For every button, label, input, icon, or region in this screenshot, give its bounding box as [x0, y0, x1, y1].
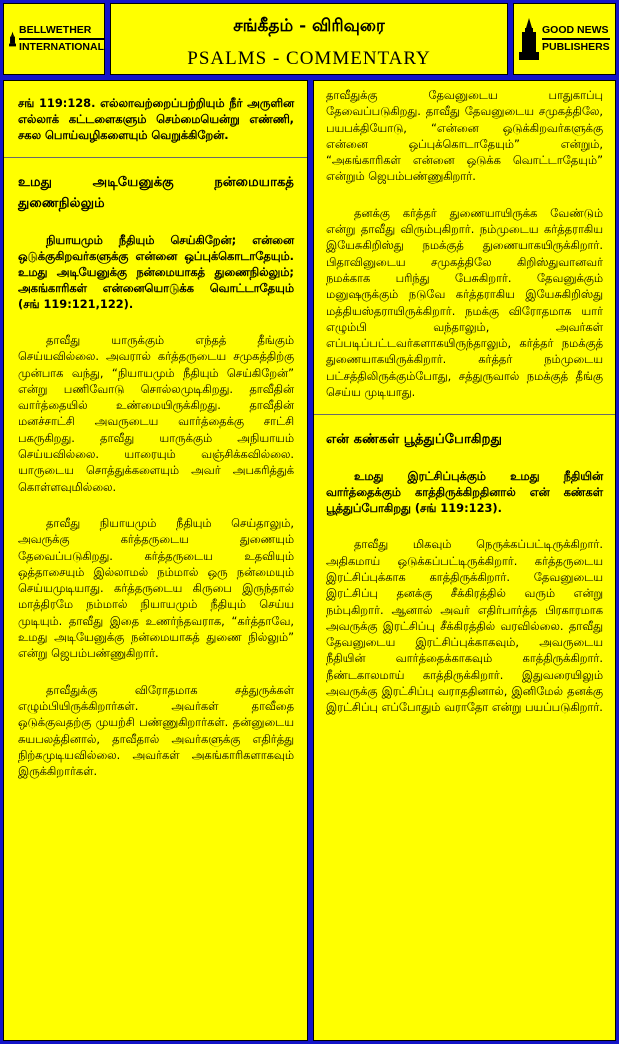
title-english: PSALMS - COMMENTARY	[187, 48, 431, 69]
paragraph: தாவீது நியாயமும் நீதியும் செய்தாலும், அவருக்கு கர்த்தருடைய துணையும் தேவைப்படுகிறது. கர்த்தருடைய உதவியும் ஒத்தாசையும் இல்லாமல் நம்மால் ஒரு நன்மையும் செய்யமுடியாது. கர்த்தருடைய கிருபை இருந்தால் மாத்திரமே நம்மால் நியாயமும் நீதியும் செய்ய முடியும். தாவீது இதை உணர்ந்தவராக, “கர்த்தாவே, உமது அடியேனுக்கு நன்மையாகத் துணை நில்லும்” என்று ஜெபம்பண்ணுகிறார்.	[18, 515, 294, 661]
bellwether-mark-icon	[9, 18, 16, 60]
left-logo-line2: INTERNATIONAL	[19, 41, 104, 53]
right-column	[313, 80, 616, 1041]
right-logo-line1: GOOD NEWS	[542, 23, 610, 40]
left-logo-line1: BELLWETHER	[19, 23, 104, 40]
divider	[4, 157, 307, 158]
section-heading: உமது அடியேனுக்கு நன்மையாகத் துணைநில்லும்	[18, 175, 294, 211]
divider	[314, 414, 615, 415]
title-banner	[110, 3, 508, 75]
paragraph: தாவீதுக்கு விரோதமாக சத்துருக்கள் எழும்பியிருக்கிறார்கள். அவர்கள் தாவீதை ஒடுக்குவதற்கு முயற்சி பண்ணுகிறார்கள். தன்னுடைய சுயபலத்தினால், தாவீதால் அவர்களுக்கு எதிர்த்து நிற்கமுடியவில்லை. அவர்கள் அகங்காரிகளாகவும் இருக்கிறார்கள்.	[18, 682, 294, 779]
paragraph: தாவீது யாருக்கும் எந்தத் தீங்கும் செய்யவில்லை. அவரால் கர்த்தருடைய சமுகத்திற்கு முன்பாக வந்து, “நியாயமும் நீதியும் செய்கிறேன்” என்று பணிவோடு சொல்லமுடிகிறது. தாவீதின் வார்த்தையில் உண்மையிருக்கிறது. தாவீதின் மனச்சாட்சி அவருடைய வார்த்தைக்கு சாட்சி பகருகிறது. தாவீது யாருக்கும் அநியாயம் செய்யவில்லை. யாரையும் வஞ்சிக்கவில்லை. யாருடைய சொத்துக்களையும் அவர் அபகரித்துக் கொள்ளவுமில்லை.	[18, 333, 294, 494]
paragraph: தனக்கு கர்த்தர் துணையாயிருக்க வேண்டும் என்று தாவீது விரும்புகிறார். நம்முடைய கர்த்தராகிய இயேசுகிறிஸ்து நமக்குத் துணையாகயிருக்கிறார். பிதாவினுடைய சமுகத்திலே கிறிஸ்துவானவர் நமக்காக பரிந்து பேசுகிறார். தேவனுக்கும் மனுஷருக்கும் நடுவே கர்த்தராகிய இயேசுகிறிஸ்து மத்தியஸ்தராயிருக்கிறார். நமக்கு விரோதமாக யார் எழும்பி வந்தாலும், அவர்கள் எப்படிப்பட்டவர்களாகயிருந்தாலும், கர்த்தர் நமக்குத் துணையாகயிருக்கிறார். கர்த்தர் நம்முடைய பட்சத்திலிருக்கும்போது, சத்துருவால் நமக்குத் தீங்கு செய்ய முடியாது.	[326, 205, 603, 400]
verse-quote: நியாயமும் நீதியும் செய்கிறேன்; என்னை ஒடுக்குகிறவர்களுக்கு என்னை ஒப்புக்கொடாதேயும். உமது அடியேனுக்கு நன்மையாகத் துணைநில்லும்; அகங்காரிகள் என்னையொடுக்க வொட்டாதேயும் (சங் 119:121,122).	[18, 233, 294, 311]
section-heading: என் கண்கள் பூத்துப்போகிறது	[326, 432, 503, 448]
paragraph: தாவீதுக்கு தேவனுடைய பாதுகாப்பு தேவைப்படுகிறது. தாவீது தேவனுடைய சமுகத்திலே, பயபக்தியோடு, “என்னை ஒடுக்கிறவர்களுக்கு என்னை ஒப்புக்கொடாதேயும்” என்றும், “அகங்காரிகள் என்னை ஒடுக்க வொட்டாதேயும்” என்றும் ஜெபம்பண்ணுகிறார்.	[326, 88, 603, 184]
good-news-logo	[513, 3, 616, 75]
paragraph: தாவீது மிகவும் நெருக்கப்பட்டிருக்கிறார். அதிகமாய் ஒடுக்கப்பட்டிருக்கிறார். கர்த்தருடைய இரட்சிப்புக்காக காத்திருக்கிறார். தேவனுடைய இரட்சிப்பு தனக்கு சீக்கிரத்தில் வரும் என்று நம்புகிறார். ஆனால் அவர் எதிர்பார்த்த பிரகாரமாக அவருக்கு இரட்சிப்பு சீக்கிரத்தில் வரவில்லை. தாவீது தேவனுடைய இரட்சிப்புக்காகவும், அவருடைய நீதியின் வார்த்தைக்காகவும் காத்திருக்கிறார். நீண்டகாலமாய் காத்திருக்கிறார். இதுவரையிலும் அவருக்கு இரட்சிப்பு வராததினால், இனிமேல் தனக்கு இரட்சிப்பு எப்போதும் வராதோ என்று பயப்படுகிறார்.	[326, 537, 603, 715]
bellwether-logo	[3, 3, 105, 75]
intro-verse: சங் 119:128. எல்லாவற்றைப்பற்றியும் நீர் அருளின எல்லாக் கட்டளைகளும் செம்மையென்று எண்ணி, சகல பொய்வழிகளையும் வெறுக்கிறேன்.	[18, 96, 294, 142]
verse-quote: உமது இரட்சிப்புக்கும் உமது நீதியின் வார்த்தைக்கும் காத்திருக்கிறதினால் என் கண்கள் பூத்துப்போகிறது (சங் 119:123).	[326, 469, 603, 516]
title-tamil: சங்கீதம் - விரிவுரை	[233, 16, 385, 36]
right-logo-line2: PUBLISHERS	[542, 41, 610, 53]
left-column	[3, 80, 308, 1041]
good-news-mark-icon	[519, 18, 539, 60]
